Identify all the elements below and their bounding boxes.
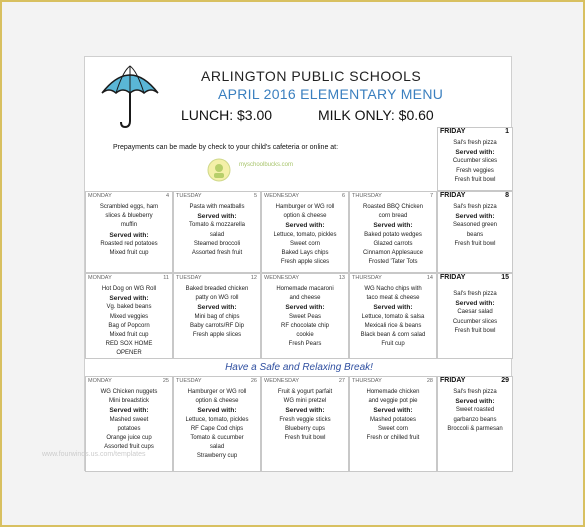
day-cell-fri-1 <box>437 127 513 191</box>
day-cell-thu-14 <box>349 273 437 359</box>
school-name: ARLINGTON PUBLIC SCHOOLS <box>201 68 422 84</box>
day-header: THURSDAY 7 <box>352 193 433 199</box>
day-header: MONDAY 4 <box>88 193 169 199</box>
day-header: FRIDAY 1 <box>440 128 509 135</box>
day-menu: Homemade macaroni and cheese Served with: Sweet Peas RF chocolate chip cookie Fresh Pears <box>276 286 334 348</box>
day-menu: Sal's fresh pizza Served with: Sweet roasted garbanzo beans Broccoli & parmesan <box>447 389 503 432</box>
day-menu: Homemade chicken and veggie pot pie Served with: Mashed potatoes Sweet corn Fresh or chilled fruit <box>366 389 420 442</box>
day-cell-fri-8 <box>437 191 513 273</box>
day-header: FRIDAY 15 <box>440 274 509 281</box>
day-header: THURSDAY 28 <box>352 378 433 384</box>
day-cell-tue-12 <box>173 273 261 359</box>
payment-logo-icon <box>205 156 237 184</box>
day-cell-mon-4 <box>85 191 173 273</box>
day-header: TUESDAY 12 <box>176 275 257 281</box>
day-menu: Hamburger or WG roll option & cheese Served with: Lettuce, tomato, pickles Sweet corn Baked Lays chips Fresh apple slices <box>273 204 337 266</box>
day-header: FRIDAY 8 <box>440 192 509 199</box>
day-menu: Hot Dog on WG Roll Served with: Vg. baked beans Mixed veggies Bag of Popcorn Mixed fruit cup RED SOX HOME OPENER <box>101 286 157 357</box>
day-menu: Sal's fresh pizza Served with: Caesar salad Cucumber slices Fresh fruit bowl <box>452 291 498 334</box>
day-menu: Roasted BBQ Chicken corn bread Served with: Baked potato wedges Glazed carrots Cinnamon Applesauce Frosted 'Tater Tots <box>362 204 424 266</box>
lunch-price: LUNCH: $3.00 <box>181 107 273 123</box>
day-header: TUESDAY 26 <box>176 378 257 384</box>
day-header: FRIDAY 29 <box>440 377 509 384</box>
watermark: www.fourwinds.us.com/templates <box>42 451 146 458</box>
day-header: TUESDAY 5 <box>176 193 257 199</box>
day-menu: WG Chicken nuggets Mini breadstick Served with: Mashed sweet potatoes Orange juice cup Assorted fruit cups <box>100 389 158 451</box>
day-cell-thu-7 <box>349 191 437 273</box>
menu-header <box>85 57 513 127</box>
day-header: WEDNESDAY 6 <box>264 193 345 199</box>
umbrella-icon <box>99 63 161 129</box>
menu-title: APRIL 2016 ELEMENTARY MENU <box>218 86 444 102</box>
break-banner: Have a Safe and Relaxing Break! <box>225 362 373 373</box>
day-menu: Baked breaded chicken patty on WG roll Served with: Mini bag of chips Baby carrots/RF Dip Fresh apple slices <box>185 286 249 339</box>
day-menu: Scrambled eggs, ham slices & blueberry muffin Served with: Roasted red potatoes Mixed fruit cup <box>99 204 159 257</box>
day-menu: Fruit & yogurt parfait WG mini pretzel Served with: Fresh veggie sticks Blueberry cups Fresh fruit bowl <box>277 389 333 442</box>
day-cell-fri-29 <box>437 376 513 472</box>
prepay-note: Prepayments can be made by check to your child's cafeteria or online at: <box>113 144 339 151</box>
day-header: WEDNESDAY 13 <box>264 275 345 281</box>
day-menu: Sal's fresh pizza Served with: Cucumber slices Fresh veggies Fresh fruit bowl <box>452 140 498 183</box>
day-cell-wed-27 <box>261 376 349 472</box>
day-menu: WG Nacho chips with taco meat & cheese Served with: Lettuce, tomato & salsa Mexicali rice & beans Black bean & corn salad Fruit cup <box>360 286 426 348</box>
day-menu: Sal's fresh pizza Served with: Seasoned green beans Fresh fruit bowl <box>452 204 498 247</box>
day-header: MONDAY 25 <box>88 378 169 384</box>
day-cell-tue-26 <box>173 376 261 472</box>
day-header: MONDAY 11 <box>88 275 169 281</box>
day-cell-tue-5 <box>173 191 261 273</box>
day-cell-mon-11 <box>85 273 173 359</box>
day-menu: Hamburger or WG roll option & cheese Served with: Lettuce, tomato, pickles RF Cape Cod chips Tomato & cucumber salad Strawberry cup <box>185 389 249 460</box>
day-header: WEDNESDAY 27 <box>264 378 345 384</box>
day-cell-wed-13 <box>261 273 349 359</box>
payment-logo-text: myschoolbucks.com <box>239 162 294 168</box>
day-cell-wed-6 <box>261 191 349 273</box>
day-menu: Pasta with meatballs Served with: Tomato & mozzarella salad Steamed broccoli Assorted fresh fruit <box>188 204 246 257</box>
day-cell-thu-28 <box>349 376 437 472</box>
day-header: THURSDAY 14 <box>352 275 433 281</box>
menu-sheet <box>84 56 512 471</box>
milk-price: MILK ONLY: $0.60 <box>318 107 434 123</box>
day-cell-fri-15 <box>437 273 513 359</box>
